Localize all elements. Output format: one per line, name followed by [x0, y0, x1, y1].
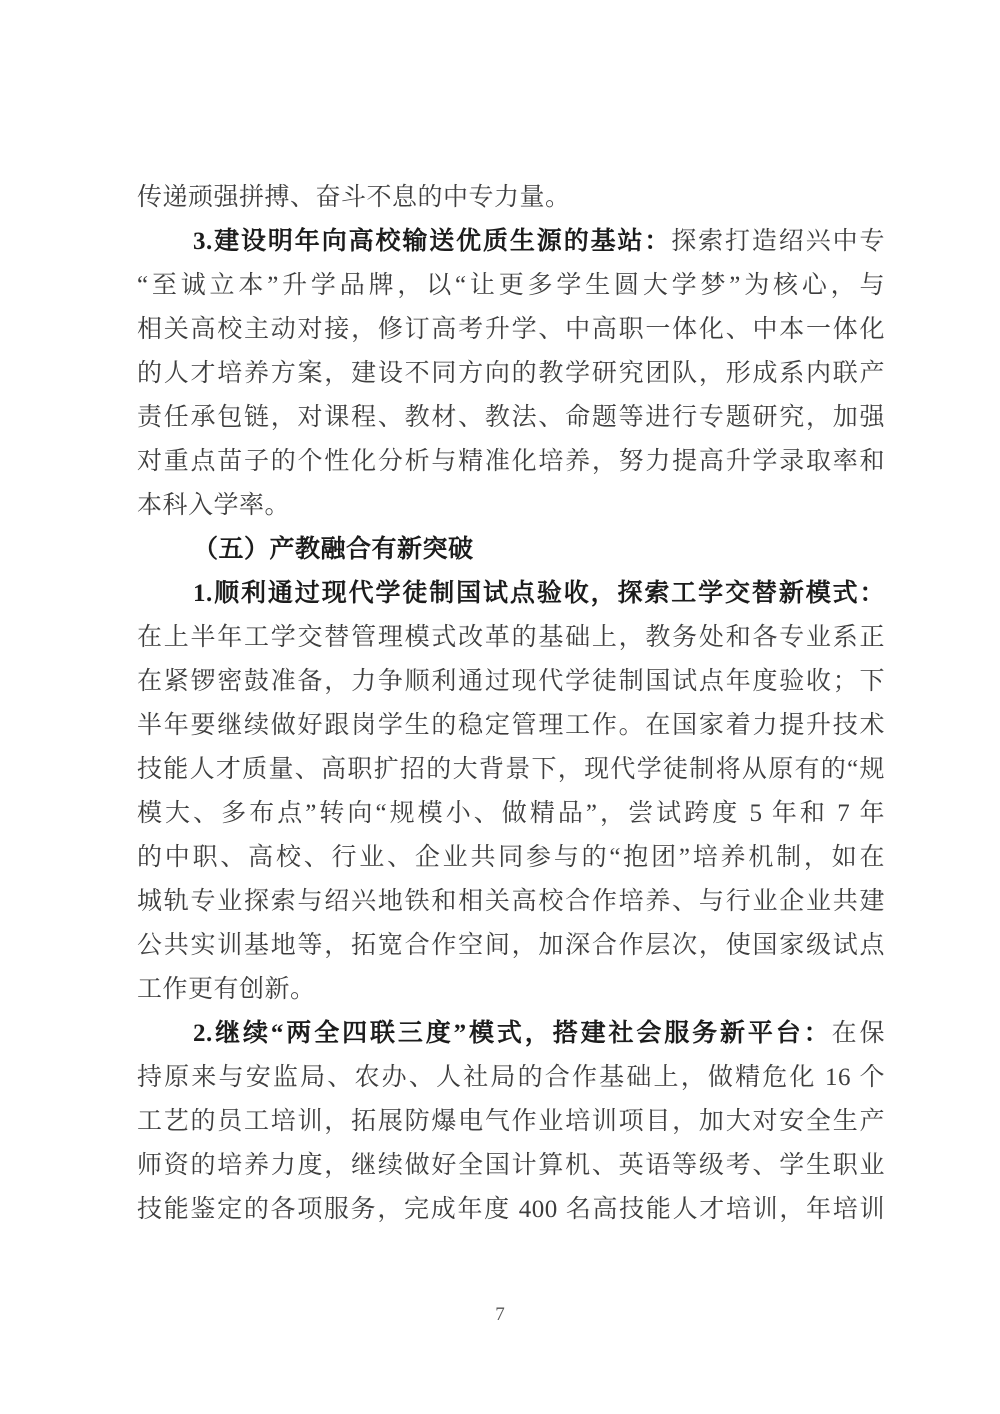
- document-body: [137, 176, 885, 1232]
- text-line: [137, 968, 885, 1012]
- text-segment: 的中职、高校、行业、企业共同参与的“抱团”培养机制，如在: [137, 844, 885, 871]
- text-segment: 公共实训基地等，拓宽合作空间，加深合作层次，使国家级试点: [137, 932, 885, 959]
- text-segment: 探索打造绍兴中专: [671, 228, 885, 255]
- text-line: [137, 1100, 885, 1144]
- text-segment: 技能鉴定的各项服务，完成年度 400 名高技能人才培训，年培训: [137, 1196, 885, 1223]
- numbered-heading-segment: 1.顺利通过现代学徒制国试点验收，探索工学交替新模式：: [193, 580, 885, 607]
- text-segment: 对重点苗子的个性化分析与精准化培养，努力提高升学录取率和: [137, 448, 885, 475]
- text-line: [137, 484, 885, 528]
- text-line: [137, 924, 885, 968]
- text-line: [137, 440, 885, 484]
- text-segment: 工作更有创新。: [137, 976, 316, 1003]
- text-line: [137, 572, 885, 616]
- text-line: [137, 836, 885, 880]
- text-segment: 传递顽强拼搏、奋斗不息的中专力量。: [137, 184, 571, 211]
- text-line: [137, 396, 885, 440]
- text-segment: 在上半年工学交替管理模式改革的基础上，教务处和各专业系正: [137, 624, 885, 651]
- text-line: [137, 352, 885, 396]
- text-line: [137, 616, 885, 660]
- text-segment: 模大、多布点”转向“规模小、做精品”，尝试跨度 5 年和 7 年: [137, 800, 885, 827]
- text-segment: 半年要继续做好跟岗学生的稳定管理工作。在国家着力提升技术: [137, 712, 885, 739]
- text-line: [137, 704, 885, 748]
- numbered-heading-segment: 3.建设明年向高校输送优质生源的基站：: [193, 228, 672, 255]
- text-line: [137, 1012, 885, 1056]
- text-segment: 持原来与安监局、农办、人社局的合作基础上，做精危化 16 个: [137, 1064, 885, 1091]
- text-segment: 在保: [831, 1020, 885, 1047]
- text-segment: 师资的培养力度，继续做好全国计算机、英语等级考、学生职业: [137, 1152, 885, 1179]
- text-segment: 城轨专业探索与绍兴地铁和相关高校合作培养、与行业企业共建: [137, 888, 885, 915]
- page-number: 7: [495, 1304, 505, 1325]
- text-line: [137, 220, 885, 264]
- text-line: [137, 660, 885, 704]
- text-line: [137, 880, 885, 924]
- section-heading-text: （五）产教融合有新突破: [193, 536, 474, 563]
- text-segment: 技能人才质量、高职扩招的大背景下，现代学徒制将从原有的“规: [137, 756, 885, 783]
- text-line: [137, 308, 885, 352]
- text-segment: 的人才培养方案，建设不同方向的教学研究团队，形成系内联产: [137, 360, 885, 387]
- text-segment: 相关高校主动对接，修订高考升学、中高职一体化、中本一体化: [137, 316, 885, 343]
- text-segment: “至诚立本”升学品牌，以“让更多学生圆大学梦”为核心，与: [137, 272, 885, 299]
- text-line: [137, 1056, 885, 1100]
- text-segment: 责任承包链，对课程、教材、教法、命题等进行专题研究，加强: [137, 404, 885, 431]
- text-line: [137, 176, 885, 220]
- text-line: [137, 748, 885, 792]
- section-heading: [137, 528, 885, 572]
- text-segment: 本科入学率。: [137, 492, 291, 519]
- text-segment: 在紧锣密鼓准备，力争顺利通过现代学徒制国试点年度验收；下: [137, 668, 885, 695]
- numbered-heading-segment: 2.继续“两全四联三度”模式，搭建社会服务新平台：: [193, 1020, 832, 1047]
- text-line: [137, 1144, 885, 1188]
- text-line: [137, 1188, 885, 1232]
- text-line: [137, 792, 885, 836]
- text-segment: 工艺的员工培训，拓展防爆电气作业培训项目，加大对安全生产: [137, 1108, 885, 1135]
- text-line: [137, 264, 885, 308]
